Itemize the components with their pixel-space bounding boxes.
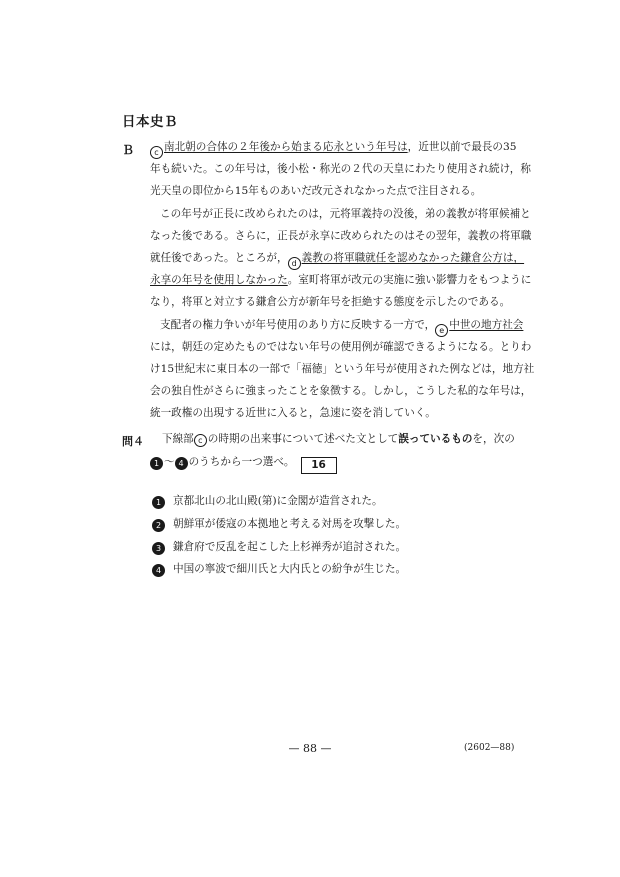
passage-text: 就任後であった。ところが，	[150, 252, 288, 264]
passage-line: 年も続いた。この年号は，後小松・称光の２代の天皇にわたり使用され続け，称	[150, 163, 531, 175]
question-line	[150, 455, 337, 474]
answer-number-box[interactable]: 16	[301, 457, 337, 474]
choice-item[interactable]	[152, 494, 383, 509]
marker-e: e	[435, 324, 448, 337]
choice-item[interactable]	[152, 562, 406, 577]
question-line	[162, 432, 515, 447]
question-text: を，次の	[472, 433, 515, 445]
marker-c: c	[194, 434, 207, 447]
page-code: (2602—88)	[464, 743, 515, 753]
passage-line: 統一政権の出現する近世に入ると，急速に姿を消していく。	[150, 407, 436, 419]
underlined-d-cont: 永享の年号を使用しなかった	[150, 274, 288, 286]
passage-line: 光天皇の即位から15年ものあいだ改元されなかった点で注目される。	[150, 185, 482, 197]
underlined-e: 中世の地方社会	[449, 319, 524, 331]
marker-d: d	[288, 257, 301, 270]
subject-heading: 日本史Ｂ	[122, 114, 178, 130]
choice-number: 3	[152, 542, 165, 555]
choice-item[interactable]	[152, 540, 406, 555]
choice-number: 4	[152, 564, 165, 577]
choice-item[interactable]	[152, 517, 406, 532]
underlined-c: 南北朝の合体の２年後から始まる応永という年号は	[164, 141, 408, 153]
passage-line: この年号が正長に改められたのは，元将軍義持の没後，弟の義教が将軍候補と	[160, 208, 531, 220]
passage-text: ，近世以前で最長の35	[407, 141, 517, 153]
question-emphasis: 誤っているもの	[398, 433, 473, 445]
passage-line	[160, 318, 523, 337]
choice-text: 京都北山の北山殿(第)に金閣が造営された。	[173, 495, 383, 507]
question-label: 問４	[122, 435, 144, 448]
passage-line	[150, 273, 531, 287]
question-text: ～	[164, 456, 175, 468]
passage-line: なり，将軍と対立する鎌倉公方が新年号を拒絶する態度を示したのである。	[150, 296, 511, 308]
section-label: Ｂ	[122, 143, 135, 157]
passage-line	[150, 251, 524, 270]
passage-line: なった後である。さらに，正長が永享に改められたのはその翌年，義教の将軍職	[150, 230, 532, 242]
passage-line: け15世紀末に東日本の一部で「福徳」という年号が使用された例などは，地方社	[150, 363, 535, 375]
passage-line	[150, 140, 516, 159]
question-text: 下線部	[162, 433, 194, 445]
choice-range-start: 1	[150, 457, 163, 470]
choice-number: 2	[152, 519, 165, 532]
underlined-d: 義教の将軍職就任を認めなかった鎌倉公方は，	[301, 252, 525, 264]
question-text: のうちから一つ選べ。	[188, 456, 295, 468]
choice-text: 鎌倉府で反乱を起こした上杉禅秀が追討された。	[173, 541, 407, 553]
passage-text: 。室町将軍が改元の実施に強い影響力をもつように	[287, 274, 532, 286]
passage-line: 会の独自性がさらに強まったことを象徴する。しかし，こうした私的な年号は，	[150, 385, 532, 397]
choice-number: 1	[152, 496, 165, 509]
marker-c: c	[150, 146, 163, 159]
question-text: の時期の出来事について述べた文として	[207, 433, 399, 445]
passage-text: 支配者の権力争いが年号使用のあり方に反映する一方で，	[160, 319, 436, 331]
choice-text: 朝鮮軍が倭寇の本拠地と考える対馬を攻撃した。	[173, 518, 407, 530]
choice-range-end: 4	[175, 457, 188, 470]
choice-text: 中国の寧波で細川氏と大内氏との紛争が生じた。	[173, 563, 407, 575]
page-number: — 88 —	[288, 742, 332, 755]
passage-line: には，朝廷の定めたものではない年号の使用例が確認できるようになる。とりわ	[150, 341, 532, 353]
